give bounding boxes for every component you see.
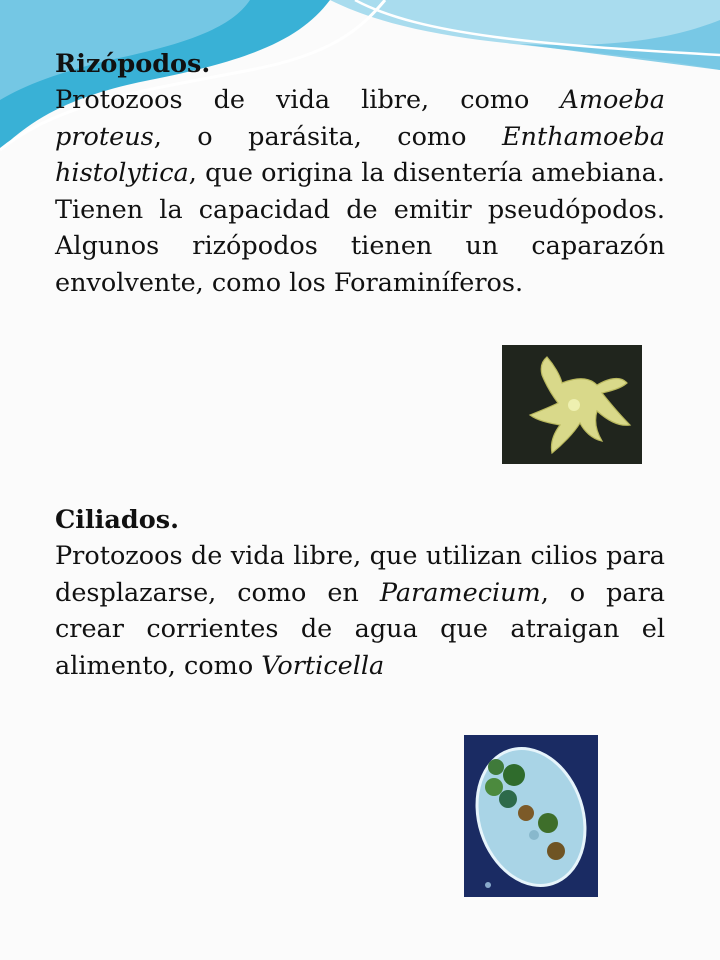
section-body xyxy=(55,538,665,684)
species-name: Enthamoeba histolytica xyxy=(55,121,665,188)
section-body xyxy=(55,82,665,301)
section-title: Rizópodos. xyxy=(55,49,211,79)
species-name: Paramecium xyxy=(379,577,541,608)
section-rizopodos xyxy=(55,46,665,301)
body-text: Protozoos de vida libre, que utilizan cilios para desplazarse, como en xyxy=(55,541,665,608)
body-text: , que origina la disentería amebiana. Tienen la capacidad de emitir pseudópodos. Algunos rizópodos tienen un caparazón envolvente, como los Foraminíferos. xyxy=(55,158,665,298)
species-name: Amoeba proteus xyxy=(55,85,665,152)
body-text: Protozoos de vida libre, como xyxy=(55,85,561,115)
paramecium-image xyxy=(464,735,598,897)
species-name: Vorticella xyxy=(261,650,385,681)
body-text: , o para crear corrientes de agua que atraigan el alimento, como xyxy=(55,577,665,681)
section-title: Ciliados. xyxy=(55,505,179,535)
section-ciliados xyxy=(55,502,665,684)
amoeba-image xyxy=(502,345,642,464)
amoeba-nucleus xyxy=(568,399,580,411)
body-text: , o parásita, como xyxy=(153,121,502,152)
